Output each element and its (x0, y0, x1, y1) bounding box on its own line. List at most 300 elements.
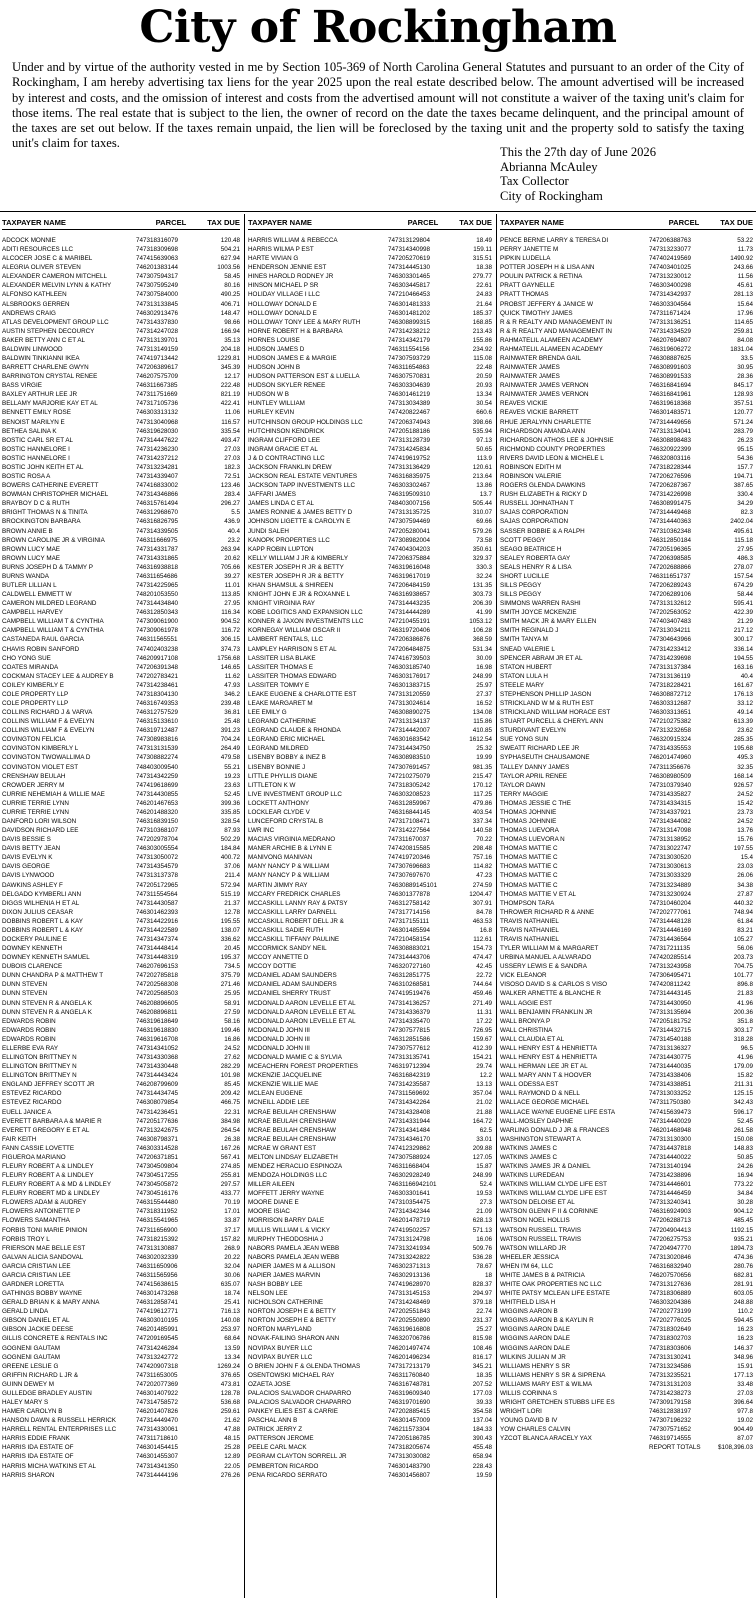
taxpayer-name-cell: GERALD LINDA (2, 1308, 49, 1316)
parcel-cell: 747318304130 (136, 690, 179, 698)
table-row (248, 753, 492, 762)
parcel-cell: 747314342259 (136, 772, 179, 780)
parcel-cell: 747206398585 (649, 554, 692, 562)
tax-due-cell: 30.54 (476, 400, 492, 408)
taxpayer-name-cell: PEELE CARL MACK (248, 1444, 307, 1452)
tax-due-cell: 455.48 (472, 1444, 492, 1452)
table-row (500, 1362, 753, 1371)
table-row (2, 1008, 240, 1017)
tax-due-cell: 154.73 (472, 945, 492, 953)
parcel-cell: 746316841694 (649, 382, 692, 390)
taxpayer-name-cell: HINSON MICHAEL P SR (248, 282, 319, 290)
taxpayer-name-cell: SILLS PEGGY (500, 581, 542, 589)
parcel-cell: 747314335827 (649, 790, 692, 798)
table-row (2, 536, 240, 545)
taxpayer-name-cell: COVINGTON KIMBERLY L (2, 745, 79, 753)
table-row (2, 1207, 240, 1216)
parcel-cell: 747317108471 (388, 818, 431, 825)
taxpayer-name-cell: GARCIA CRISTIAN LEE (2, 1271, 71, 1279)
taxpayer-name-cell: CURRIE TERRIE LYNN (2, 808, 69, 816)
taxpayer-name-cell: MCDONALD JOHN III (248, 1026, 310, 1034)
tax-due-cell: 239.48 (220, 699, 240, 707)
taxpayer-name-cell: GUINN DEWEY M (2, 1380, 55, 1388)
signature-name: Abrianna McAuley (500, 159, 598, 174)
taxpayer-name-cell: YOW CHARLES CALVIN (500, 1426, 571, 1434)
table-row (248, 817, 492, 826)
parcel-cell: 747313136327 (649, 1044, 692, 1052)
table-row (248, 572, 492, 581)
tax-due-cell: 32.04 (224, 1262, 240, 1270)
taxpayer-name-cell: MULLIS WILLIAM L & VICKY (248, 1226, 331, 1234)
table-row (248, 681, 492, 690)
tax-due-cell: 354.58 (472, 1408, 492, 1416)
tax-due-cell: 440.32 (733, 899, 753, 907)
table-row (2, 753, 240, 762)
table-row (2, 1362, 240, 1371)
table-row (500, 1017, 753, 1026)
taxpayer-name-cell: HUDSON JAMES D (248, 345, 305, 353)
tax-due-cell: 40.4 (227, 527, 240, 535)
tax-due-cell: 248.88 (733, 1299, 753, 1307)
taxpayer-name-cell: MCRAE BEULAH CRENSHAW (248, 1135, 336, 1143)
table-row (2, 1017, 240, 1026)
tax-due-cell: 24.52 (737, 818, 753, 825)
table-row (2, 1398, 240, 1407)
table-row (2, 545, 240, 554)
taxpayer-name-cell: WIGGINS AARON B (500, 1308, 558, 1316)
tax-due-cell: 400.72 (220, 854, 240, 862)
taxpayer-name-cell: ALFONSO KATHLEEN (2, 291, 67, 299)
tax-due-cell: 16.8 (479, 926, 492, 934)
table-row (500, 1035, 753, 1044)
tax-due-cell: 422.39 (733, 609, 753, 617)
table-row (2, 835, 240, 844)
parcel-cell: 746201488320 (136, 808, 179, 816)
tax-due-cell: 182.3 (224, 463, 240, 471)
table-row (248, 899, 492, 908)
taxpayer-name-cell: GATHINGS BOBBY WAYNE (2, 1290, 82, 1298)
taxpayer-name-cell: WATSON WILLARD JR (500, 1244, 567, 1252)
table-row (500, 881, 753, 890)
tax-due-cell: 32.35 (737, 763, 753, 771)
parcel-cell: 746208896605 (136, 999, 179, 1007)
taxpayer-name-cell: MORRISON BARRY DALE (248, 1217, 325, 1225)
table-row (500, 399, 753, 408)
tax-due-cell: 84.08 (737, 336, 753, 344)
parcel-cell: 747419618699 (136, 781, 179, 789)
table-row (248, 980, 492, 989)
taxpayer-name-cell: WATSON RUSSELL TRAVIS (500, 1226, 582, 1234)
table-row (500, 490, 753, 499)
taxpayer-name-cell: GARDNER LORETTA (2, 1280, 64, 1288)
parcel-cell: 746209917108 (136, 654, 179, 662)
taxpayer-name-cell: INGRAM CLIFFORD LEE (248, 436, 321, 444)
taxpayer-name-cell: DUNN STEVEN (2, 990, 48, 998)
parcel-cell: 746303005554 (136, 845, 179, 853)
tax-due-cell: 264.54 (220, 1126, 240, 1134)
tax-due-cell: 49.14 (737, 709, 753, 717)
parcel-cell: 746308983510 (388, 754, 431, 762)
table-row (2, 881, 240, 890)
parcel-cell: 747314446459 (649, 1190, 692, 1198)
table-row (500, 1389, 753, 1398)
tax-due-cell: 87.07 (737, 1435, 753, 1443)
tax-due-cell: 298.48 (472, 845, 492, 853)
tax-due-cell: 27.03 (224, 454, 240, 462)
tax-due-cell: 21.83 (737, 990, 753, 998)
taxpayer-name-cell: PRATT GAYNELLE (500, 282, 555, 290)
table-row (248, 390, 492, 399)
table-row (2, 1407, 240, 1416)
table-row (2, 1316, 240, 1325)
taxpayer-name-cell: O BRIEN JOHN F & GLENDA THOMAS (248, 1362, 361, 1370)
header-taxpayer-name: TAXPAYER NAME (2, 218, 66, 227)
tax-due-cell: 307.91 (472, 899, 492, 907)
tax-due-cell: 19.23 (224, 772, 240, 780)
taxpayer-name-cell: WHITE OAK PROPERTIES NC LLC (500, 1280, 602, 1288)
parcel-cell: 747307571652 (649, 1426, 692, 1434)
tax-due-cell: 15.87 (476, 1162, 492, 1170)
tax-due-cell: 39.27 (224, 572, 240, 580)
parcel-cell: 747313024614 (388, 699, 431, 707)
parcel-cell: 746301481333 (388, 300, 431, 308)
parcel-cell: 747318228421 (649, 681, 692, 689)
tax-due-cell: 505.44 (472, 500, 492, 508)
tax-due-cell: 23.73 (737, 808, 753, 816)
parcel-cell: 747205280041 (388, 527, 431, 535)
table-row (248, 1380, 492, 1389)
taxpayer-name-cell: KESTER JOSEPH R JR & BETTY (248, 563, 344, 571)
taxpayer-name-cell: RAINWATER BRENDA GAIL (500, 355, 581, 363)
parcel-cell: 747205188186 (388, 427, 431, 435)
table-row (500, 1253, 753, 1262)
parcel-cell: 747310354475 (388, 1199, 431, 1207)
taxpayer-name-cell: MURPHY THEODOSHIA J (248, 1235, 323, 1243)
taxpayer-name-cell: BENOIST MARILYN E (2, 418, 65, 426)
taxpayer-name-cell: HUDSON W B (248, 391, 289, 399)
parcel-cell: 747314245834 (388, 445, 431, 453)
parcel-cell: 746316839150 (136, 818, 179, 825)
table-row (500, 472, 753, 481)
tax-due-cell: 21.88 (476, 1108, 492, 1116)
table-row (248, 608, 492, 617)
parcel-cell: 746319616808 (388, 1326, 431, 1334)
parcel-cell: 747318302703 (649, 1335, 692, 1343)
parcel-cell: 747313127636 (649, 1280, 692, 1288)
table-row (248, 1244, 492, 1253)
taxpayer-name-cell: INGRAM GRACIE ET AL (248, 445, 318, 453)
taxpayer-name-cell: WALL CHRISTINA (500, 1026, 553, 1034)
taxpayer-name-cell: WHITE PATSY MCLEAN LIFE ESTATE (500, 1290, 610, 1298)
taxpayer-name-cell: EVERETT GREGORY E ET AL (2, 1126, 90, 1134)
tax-due-cell: 571.24 (733, 418, 753, 426)
taxpayer-name-cell: PIPKIN LUDELLA (500, 255, 551, 263)
parcel-cell: 747307577815 (388, 1026, 431, 1034)
parcel-cell: 747313137378 (136, 872, 179, 880)
table-row (500, 944, 753, 953)
parcel-cell: 747314247028 (136, 327, 179, 335)
tax-due-cell: 33.12 (737, 699, 753, 707)
parcel-cell: 747314430950 (649, 999, 692, 1007)
taxpayer-name-cell: WALL AGGIE EST (500, 999, 553, 1007)
table-row (2, 781, 240, 790)
table-row (2, 862, 240, 871)
parcel-cell: 747206386876 (388, 636, 431, 644)
parcel-cell: 746308980509 (649, 772, 692, 780)
taxpayer-name-cell: ADCOCK MONNIE (2, 237, 56, 244)
table-row (500, 554, 753, 563)
parcel-cell: 747307696683 (388, 863, 431, 871)
table-row (248, 971, 492, 980)
tax-due-cell: 19.59 (476, 1471, 492, 1479)
tax-due-cell: 101.77 (733, 972, 753, 980)
table-row (500, 1298, 753, 1307)
taxpayer-name-cell: SCOTT PEGGY (500, 536, 546, 544)
taxpayer-name-cell: POULIN PATRICK & RETINA (500, 273, 583, 281)
parcel-cell: 747314540188 (649, 1035, 692, 1043)
table-row (2, 908, 240, 917)
taxpayer-name-cell: SYPHASEUTH CHAUSAMONE (500, 754, 590, 762)
taxpayer-name-cell: WILKINS JULIAN M JR (500, 1353, 566, 1361)
table-row (2, 763, 240, 772)
parcel-cell: 746201478719 (388, 1217, 431, 1225)
table-row (2, 236, 240, 245)
tax-due-cell: 935.21 (733, 1235, 753, 1243)
parcel-cell: 747314449468 (649, 509, 692, 517)
table-row (2, 817, 240, 826)
tax-due-cell: 27.95 (737, 545, 753, 553)
tax-due-cell: 300.17 (733, 636, 753, 644)
taxpayer-name-cell: BOSTIC HANNELORE I (2, 445, 70, 453)
parcel-cell: 746303445817 (388, 282, 431, 290)
table-row (2, 1298, 240, 1307)
parcel-cell: 746319712487 (136, 727, 179, 735)
taxpayer-name-cell: NASH BOBBY LEE (248, 1280, 303, 1288)
taxpayer-name-cell: STEELE MARY (500, 681, 544, 689)
table-row (2, 1062, 240, 1071)
tax-due-cell: 128.93 (733, 391, 753, 399)
taxpayer-name-cell: DOBBINS ROBERT L & KAY (2, 917, 83, 925)
table-row (2, 663, 240, 672)
tax-due-cell: 726.95 (472, 1026, 492, 1034)
taxpayer-name-cell: WILLIAMS HENRY S SR (500, 1362, 571, 1370)
table-row (248, 1398, 492, 1407)
tax-due-cell: 495.61 (733, 527, 753, 535)
tax-due-cell: 15.64 (737, 300, 753, 308)
parcel-cell: 747317105736 (136, 400, 179, 408)
table-row (248, 1180, 492, 1189)
table-row (2, 1262, 240, 1271)
tax-due-cell: 108.46 (472, 1344, 492, 1352)
parcel-cell: 747308882274 (136, 754, 179, 762)
tax-due-cell: 137.04 (472, 1417, 492, 1425)
tax-table-column-2 (248, 218, 492, 1598)
tax-due-cell: 821.19 (220, 391, 240, 399)
taxpayer-name-cell: WATSON RUSSELL TRAVIS (500, 1235, 582, 1243)
tax-due-cell: 674.29 (733, 581, 753, 589)
tax-due-cell: 282.29 (220, 1063, 240, 1071)
table-row (500, 1162, 753, 1171)
tax-due-cell: 20.45 (224, 945, 240, 953)
taxpayer-name-cell: BARRINGTON CRYSTAL RENEE (2, 373, 98, 381)
table-row (500, 1153, 753, 1162)
taxpayer-name-cell: WALL BENJAMIN FRANKLIN JR (500, 1008, 593, 1016)
parcel-cell: 747202563052 (649, 609, 692, 617)
parcel-cell: 747317213179 (388, 1362, 431, 1370)
taxpayer-name-cell: PEGRAM CLAYTON SORRELL JR (248, 1453, 347, 1461)
parcel-cell: 746311668404 (388, 1162, 430, 1170)
tax-due-cell: 73.58 (476, 536, 492, 544)
taxpayer-name-cell: ESTEVEZ RICARDO (2, 1090, 62, 1098)
table-row (248, 935, 492, 944)
taxpayer-name-cell: RICHMOND COUNTY PROPERTIES (500, 445, 606, 453)
taxpayer-name-cell: BURNS JOSEPH D & TAMMY P (2, 563, 93, 571)
parcel-cell: 747313242822 (388, 1253, 431, 1261)
taxpayer-name-cell: WASHINGTON STEWART A (500, 1135, 581, 1143)
taxpayer-name-cell: R & R REALTY AND MANAGEMENT IN (500, 318, 612, 326)
table-row (2, 1416, 240, 1425)
parcel-cell: 746303313132 (136, 409, 179, 417)
taxpayer-name-cell: WHEN I'M 64, LLC (500, 1262, 553, 1270)
parcel-cell: 747318306889 (649, 1290, 692, 1298)
parcel-cell: 747307595249 (136, 282, 179, 290)
table-row (248, 1017, 492, 1026)
parcel-cell: 747307196232 (649, 1417, 692, 1425)
table-row (500, 853, 753, 862)
parcel-cell: 746319720406 (388, 627, 431, 635)
tax-due-cell: 69.66 (476, 518, 492, 526)
tax-table-column-3 (500, 218, 753, 1598)
table-row (248, 1344, 492, 1353)
taxpayer-name-cell: SHORT LUCILLE (500, 572, 550, 580)
parcel-cell: 746301457009 (388, 1417, 431, 1425)
taxpayer-name-cell: WATSON NOEL HOLLIS (500, 1217, 570, 1225)
tax-due-cell: 268.9 (224, 1244, 240, 1252)
tax-due-cell: 757.16 (472, 854, 492, 862)
taxpayer-name-cell: CHO YONG SUE (2, 654, 51, 662)
taxpayer-name-cell: YZCOT BLANCA ARACELY YAX (500, 1435, 592, 1443)
table-row (500, 726, 753, 735)
table-row (2, 617, 240, 626)
table-row (248, 826, 492, 835)
signature-date: This the 27th day of June 2026 (500, 145, 657, 159)
parcel-cell: 746320803116 (649, 454, 691, 462)
parcel-cell: 747314448319 (136, 954, 179, 962)
tax-due-cell: 194.55 (733, 654, 753, 662)
table-row (2, 300, 240, 309)
parcel-cell: 747309179158 (649, 1399, 692, 1406)
taxpayer-name-cell: ADITI RESOURCES LLC (2, 246, 74, 254)
parcel-cell: 746312968670 (136, 509, 179, 517)
tax-due-cell: 310.07 (472, 509, 492, 517)
table-row (500, 445, 753, 454)
taxpayer-name-cell: DUNN STEVEN (2, 981, 48, 989)
table-row (248, 917, 492, 926)
taxpayer-name-cell: LAMBERT RENTALS, LLC (248, 636, 323, 644)
table-row (248, 300, 492, 309)
parcel-cell: 746311565551 (136, 636, 178, 644)
tax-due-cell: 276.26 (220, 1471, 240, 1479)
tax-due-cell: 95.15 (737, 445, 753, 453)
taxpayer-name-cell: MILLER AILEEN (248, 1181, 295, 1189)
taxpayer-name-cell: AUSTIN STEPHEN DECOURCY (2, 327, 95, 335)
tax-due-cell: 37.06 (224, 863, 240, 871)
tax-due-cell: 84.78 (476, 908, 492, 916)
table-row (500, 345, 753, 354)
taxpayer-name-cell: COLLINS RICHARD J & VARVA (2, 709, 93, 717)
taxpayer-name-cell: BUTLER LILLIAN L (2, 581, 57, 589)
tax-due-cell: 177.03 (472, 1389, 492, 1397)
taxpayer-name-cell: NAPIER JAMES M & ALLISON (248, 1262, 336, 1270)
tax-due-cell: 24.52 (737, 790, 753, 798)
taxpayer-name-cell: ROBINSON EDITH M (500, 463, 562, 471)
table-row (2, 844, 240, 853)
parcel-cell: 747202568503 (136, 990, 179, 998)
taxpayer-name-cell: MCRAE W GRANT EST (248, 1144, 317, 1152)
tax-table-column-1 (2, 218, 240, 1598)
tax-due-cell: 25.28 (224, 1444, 240, 1452)
parcel-cell: 746303204386 (649, 1299, 692, 1307)
report-total-value: $108,396.03 (717, 1444, 753, 1452)
taxpayer-name-cell: SASSER BOBBIE & A RALPH (500, 527, 585, 535)
taxpayer-name-cell: SILLS PEGGY (500, 591, 542, 599)
table-row (500, 381, 753, 390)
table-row (500, 300, 753, 309)
table-row (500, 1416, 753, 1425)
tax-due-cell: 68.64 (224, 1335, 240, 1343)
taxpayer-name-cell: WALLACE WAYNE EUGENE LIFE ESTA (500, 1108, 616, 1116)
table-row (2, 717, 240, 726)
tax-due-cell: 13.76 (737, 827, 753, 835)
tax-due-cell: 17.96 (737, 309, 753, 317)
parcel-cell: 747313120559 (388, 690, 431, 698)
tax-due-cell: 215.47 (472, 772, 492, 780)
tax-due-cell: 264.49 (220, 745, 240, 753)
taxpayer-name-cell: GARCIA CRISTIAN LEE (2, 1262, 71, 1270)
table-row (2, 408, 240, 417)
tax-due-cell: 78.67 (476, 1262, 492, 1270)
parcel-cell: 746319701690 (388, 1399, 431, 1406)
table-row (2, 1443, 240, 1452)
parcel-cell: 747313139701 (136, 336, 179, 344)
parcel-cell: 746316835975 (388, 473, 431, 481)
parcel-cell: 747314136257 (388, 999, 431, 1007)
tax-due-cell: 398.66 (472, 418, 492, 426)
taxpayer-name-cell: MCCASKILL LANNY RAY & PATSY (248, 899, 348, 907)
tax-due-cell: 30.06 (224, 1271, 240, 1279)
taxpayer-name-cell: SMITH REGINALD J (500, 627, 559, 635)
table-row (500, 663, 753, 672)
table-row (248, 708, 492, 717)
parcel-cell: 747317714156 (388, 908, 431, 916)
table-row (500, 899, 753, 908)
table-row (248, 1316, 492, 1325)
tax-due-cell: 346.2 (224, 690, 240, 698)
tax-due-cell: 25.95 (224, 990, 240, 998)
parcel-cell: 746312859967 (388, 799, 431, 807)
parcel-cell: 747205181752 (649, 1017, 692, 1025)
parcel-cell: 747314227564 (388, 827, 431, 835)
parcel-cell: 747314354579 (136, 863, 179, 871)
parcel-cell: 747205186785 (388, 1435, 431, 1443)
taxpayer-name-cell: TAYLOR APRIL RENEE (500, 772, 568, 780)
tax-due-cell: 1490.92 (730, 255, 753, 263)
parcel-cell: 747313131203 (649, 1380, 692, 1388)
table-row (248, 490, 492, 499)
parcel-cell: 746319618649 (136, 1017, 179, 1025)
tax-due-cell: 195.55 (220, 917, 240, 925)
tax-due-cell: 248.99 (472, 672, 492, 680)
